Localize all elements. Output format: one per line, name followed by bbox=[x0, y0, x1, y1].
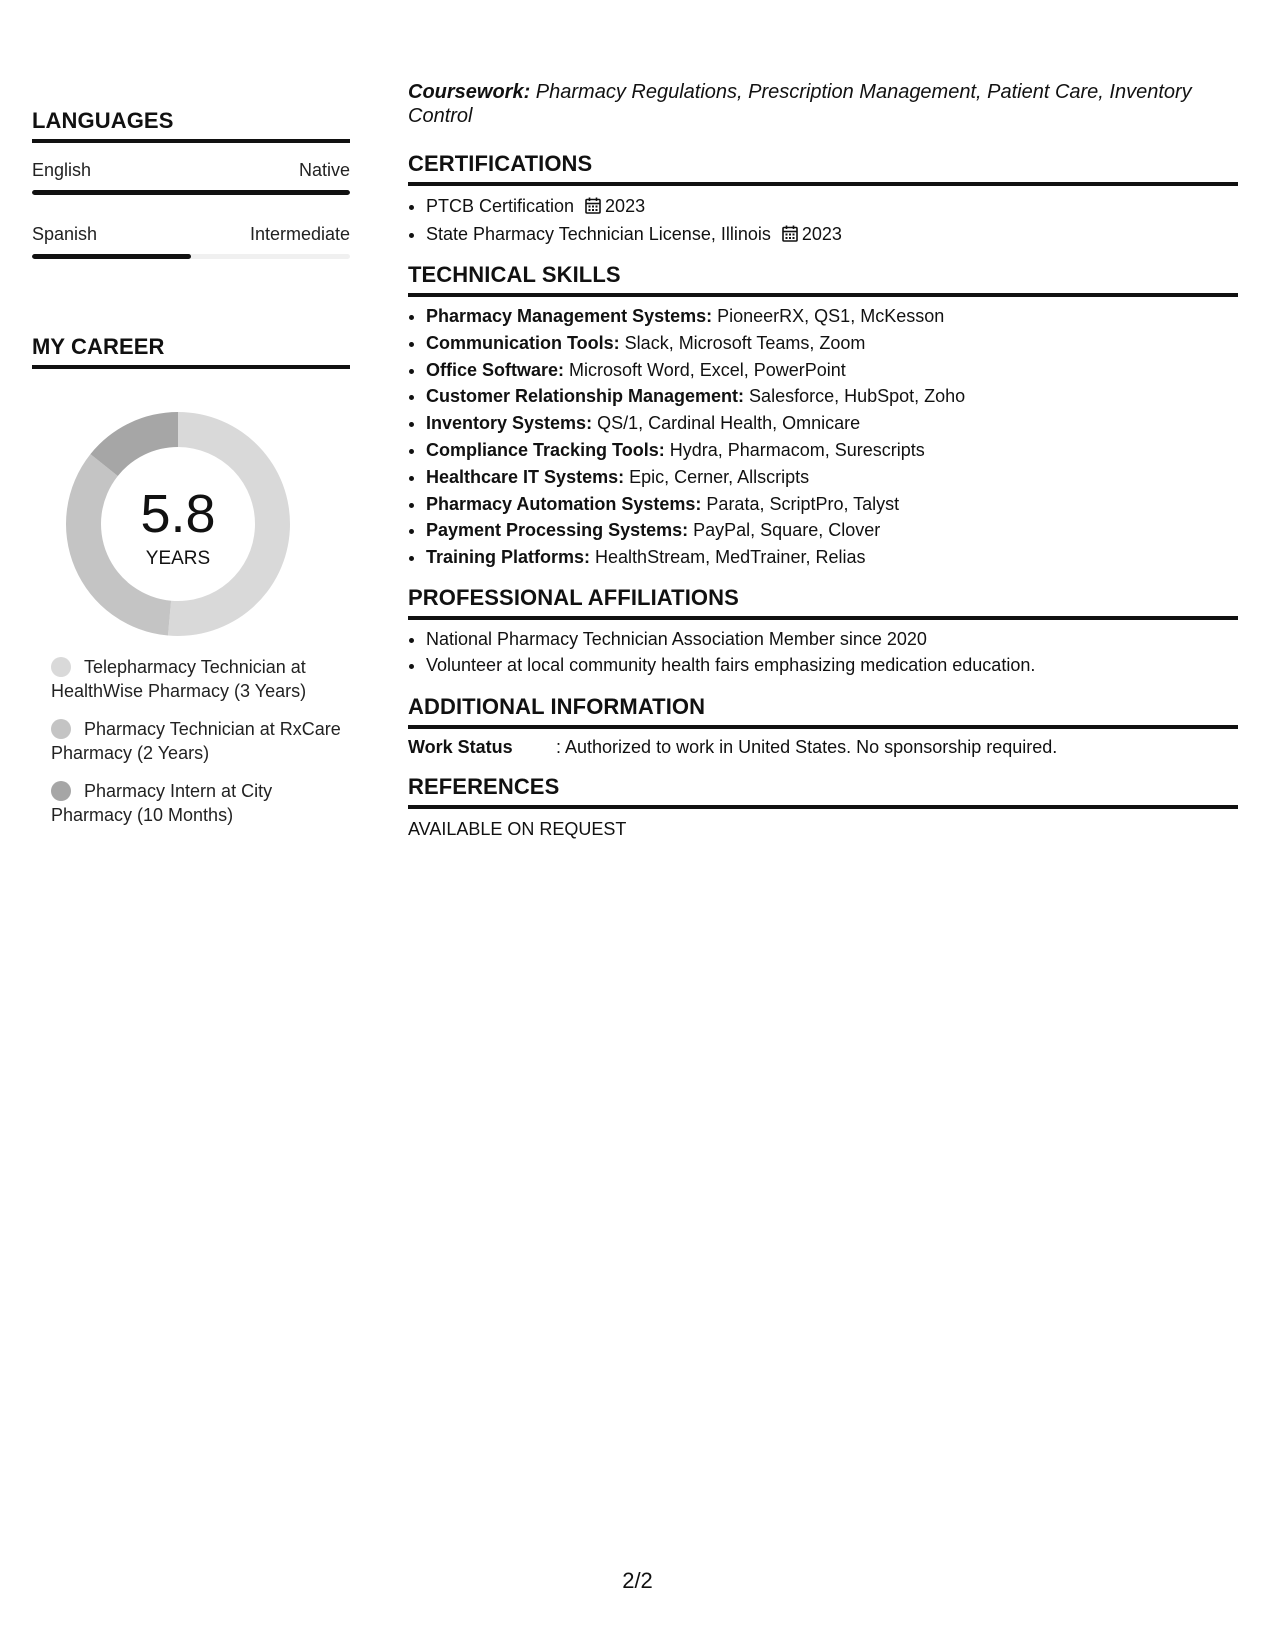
career-total-unit: YEARS bbox=[145, 548, 211, 569]
legend-dot bbox=[51, 719, 71, 739]
affiliation-item: • National Pharmacy Technician Association Member since 2020 bbox=[426, 626, 1238, 653]
right-column bbox=[408, 0, 1238, 840]
skill-item bbox=[426, 437, 1238, 464]
skill-label: Compliance Tracking Tools: bbox=[426, 439, 665, 460]
legend-dot bbox=[51, 657, 71, 677]
skill-item bbox=[426, 410, 1238, 437]
language-proficiency-fill bbox=[32, 190, 350, 195]
language-proficiency-bar bbox=[32, 254, 350, 259]
work-status-row bbox=[408, 737, 1238, 758]
skill-label: Communication Tools: bbox=[426, 332, 620, 353]
skill-value: PioneerRX, QS1, McKesson bbox=[712, 306, 945, 326]
additional-info-heading: ADDITIONAL INFORMATION bbox=[408, 694, 1238, 729]
certification-year: 2023 bbox=[801, 224, 842, 244]
skill-item bbox=[426, 517, 1238, 544]
work-status-value: : Authorized to work in United States. No sponsorship required. bbox=[556, 736, 1058, 757]
language-item-spanish bbox=[32, 224, 350, 259]
affiliations-section bbox=[408, 585, 1238, 679]
skill-value: HealthStream, MedTrainer, Relias bbox=[590, 547, 866, 568]
left-column bbox=[32, 0, 350, 841]
affiliations-list bbox=[408, 626, 1238, 679]
skill-label: Pharmacy Automation Systems: bbox=[426, 493, 702, 514]
skill-item bbox=[426, 544, 1238, 571]
career-legend-item bbox=[51, 779, 350, 827]
career-legend-label: Pharmacy Intern at City Pharmacy (10 Months) bbox=[51, 781, 273, 825]
language-level: Native bbox=[298, 160, 350, 180]
skill-value: Epic, Cerner, Allscripts bbox=[624, 466, 810, 487]
affiliation-item: • Volunteer at local community health fairs emphasizing medication education. bbox=[426, 652, 1238, 679]
skill-value: Hydra, Pharmacom, Surescripts bbox=[664, 439, 925, 460]
career-legend bbox=[32, 655, 350, 827]
career-donut-chart bbox=[32, 411, 350, 641]
skill-label: Pharmacy Management Systems: bbox=[426, 306, 713, 326]
certification-name: PTCB Certification bbox=[426, 196, 575, 216]
legend-dot bbox=[51, 781, 71, 801]
coursework-text: Pharmacy Regulations, Prescription Management, Patient Care, Inventory Control bbox=[408, 81, 1192, 127]
references-text: AVAILABLE ON REQUEST bbox=[408, 818, 627, 839]
calendar-icon bbox=[782, 225, 798, 242]
career-legend-label: Telepharmacy Technician at HealthWise Pharmacy (3 Years) bbox=[51, 657, 307, 701]
certifications-section bbox=[408, 151, 1238, 248]
skill-value: PayPal, Square, Clover bbox=[688, 520, 881, 541]
work-status-label: Work Status bbox=[408, 736, 513, 757]
coursework bbox=[408, 80, 1238, 128]
references-heading: REFERENCES bbox=[408, 774, 1238, 809]
references-section bbox=[408, 774, 1238, 840]
skill-label: Inventory Systems: bbox=[426, 413, 593, 434]
career-total-years: 5.8 bbox=[140, 484, 216, 544]
skill-item bbox=[426, 383, 1238, 410]
skill-label: Customer Relationship Management: bbox=[426, 386, 745, 407]
skill-item bbox=[426, 357, 1238, 384]
certification-item bbox=[426, 192, 1238, 220]
career-legend-item bbox=[51, 655, 350, 703]
additional-info-section bbox=[408, 694, 1238, 758]
affiliations-heading: PROFESSIONAL AFFILIATIONS bbox=[408, 585, 1238, 620]
certification-item bbox=[426, 220, 1238, 248]
technical-skills-heading: TECHNICAL SKILLS bbox=[408, 262, 1238, 297]
language-proficiency-fill bbox=[32, 254, 191, 259]
certifications-heading: CERTIFICATIONS bbox=[408, 151, 1238, 186]
coursework-label: Coursework: bbox=[408, 81, 531, 103]
skill-item bbox=[426, 330, 1238, 357]
skill-value: Microsoft Word, Excel, PowerPoint bbox=[564, 359, 846, 380]
certification-name: State Pharmacy Technician License, Illinois bbox=[426, 224, 771, 244]
certification-year: 2023 bbox=[605, 196, 646, 216]
skill-value: Slack, Microsoft Teams, Zoom bbox=[619, 332, 866, 353]
page-number: 2/2 bbox=[622, 1568, 653, 1593]
skill-label: Payment Processing Systems: bbox=[426, 520, 689, 541]
technical-skills-section bbox=[408, 262, 1238, 571]
language-level: Intermediate bbox=[249, 224, 350, 244]
skill-item bbox=[426, 303, 1238, 330]
skill-value: Parata, ScriptPro, Talyst bbox=[701, 493, 900, 514]
skill-item bbox=[426, 464, 1238, 491]
language-proficiency-bar bbox=[32, 190, 350, 195]
career-heading: MY CAREER bbox=[32, 334, 350, 369]
language-name: Spanish bbox=[32, 224, 98, 244]
certifications-list bbox=[408, 192, 1238, 248]
skill-label: Training Platforms: bbox=[426, 547, 591, 568]
career-legend-item bbox=[51, 717, 350, 765]
language-item-english bbox=[32, 160, 350, 195]
language-name: English bbox=[32, 160, 92, 180]
technical-skills-list bbox=[408, 303, 1238, 571]
calendar-icon bbox=[585, 197, 601, 214]
languages-heading: LANGUAGES bbox=[32, 108, 350, 143]
career-section bbox=[32, 334, 350, 827]
languages-section bbox=[32, 108, 350, 259]
skill-label: Office Software: bbox=[426, 359, 565, 380]
skill-label: Healthcare IT Systems: bbox=[426, 466, 625, 487]
skill-value: Salesforce, HubSpot, Zoho bbox=[744, 386, 966, 407]
skill-value: QS/1, Cardinal Health, Omnicare bbox=[592, 413, 861, 434]
career-donut-segment-1 bbox=[66, 454, 171, 635]
skill-item bbox=[426, 491, 1238, 518]
career-legend-label: Pharmacy Technician at RxCare Pharmacy (2 Years) bbox=[51, 719, 341, 763]
